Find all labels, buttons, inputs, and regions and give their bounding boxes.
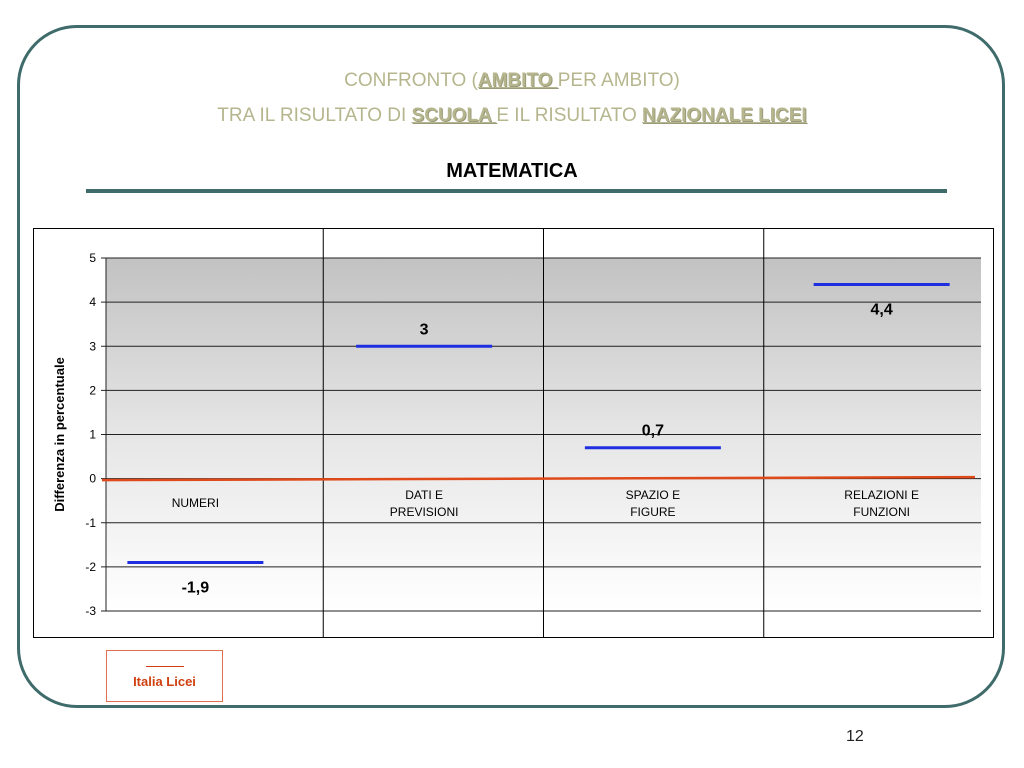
data-label: 4,4 bbox=[870, 301, 893, 319]
category-label: FUNZIONI bbox=[853, 505, 910, 519]
title-scuola: SCUOLA bbox=[411, 105, 497, 126]
category-label: FIGURE bbox=[630, 505, 676, 519]
category-label: PREVISIONI bbox=[389, 505, 459, 519]
title-line-1-start: CONFRONTO ( bbox=[344, 70, 478, 91]
title-nazionale-licei: NAZIONALE LICEI bbox=[642, 105, 807, 126]
data-label: 0,7 bbox=[641, 422, 664, 440]
data-label: 3 bbox=[419, 321, 429, 339]
legend-label: Italia Licei bbox=[133, 674, 196, 689]
y-tick-label: 3 bbox=[89, 339, 96, 354]
title-line-1-end: PER AMBITO) bbox=[557, 70, 680, 91]
category-label: NUMERI bbox=[171, 496, 220, 510]
data-label: -1,9 bbox=[181, 579, 210, 597]
y-tick-label: 0 bbox=[89, 471, 96, 486]
y-tick-label: -2 bbox=[85, 559, 96, 574]
category-label: DATI E bbox=[405, 488, 444, 502]
title-line-2-start: TRA IL RISULTATO DI bbox=[217, 105, 412, 126]
title-line-2-mid: E IL RISULTATO bbox=[496, 105, 643, 126]
category-label: RELAZIONI E bbox=[844, 488, 919, 502]
y-tick-label: 2 bbox=[89, 383, 96, 398]
title-separator bbox=[86, 189, 947, 193]
chart-container bbox=[33, 228, 994, 638]
page-number: 12 bbox=[846, 728, 864, 745]
y-tick-label: 1 bbox=[89, 427, 96, 442]
y-tick-label: 5 bbox=[89, 251, 96, 265]
title-ambito: AMBITO bbox=[477, 70, 558, 91]
chart-svg bbox=[34, 229, 993, 637]
title-line-2 bbox=[0, 105, 1024, 127]
y-axis-label: Differenza in percentuale bbox=[52, 357, 67, 512]
y-tick-label: -1 bbox=[85, 515, 96, 530]
title-line-1 bbox=[0, 70, 1024, 92]
y-tick-label: 4 bbox=[89, 295, 96, 310]
legend-line-swatch bbox=[146, 666, 184, 667]
y-tick-label: -3 bbox=[85, 604, 96, 618]
subject-title: MATEMATICA bbox=[446, 160, 578, 182]
legend bbox=[106, 650, 223, 702]
category-label: SPAZIO E bbox=[625, 488, 681, 502]
